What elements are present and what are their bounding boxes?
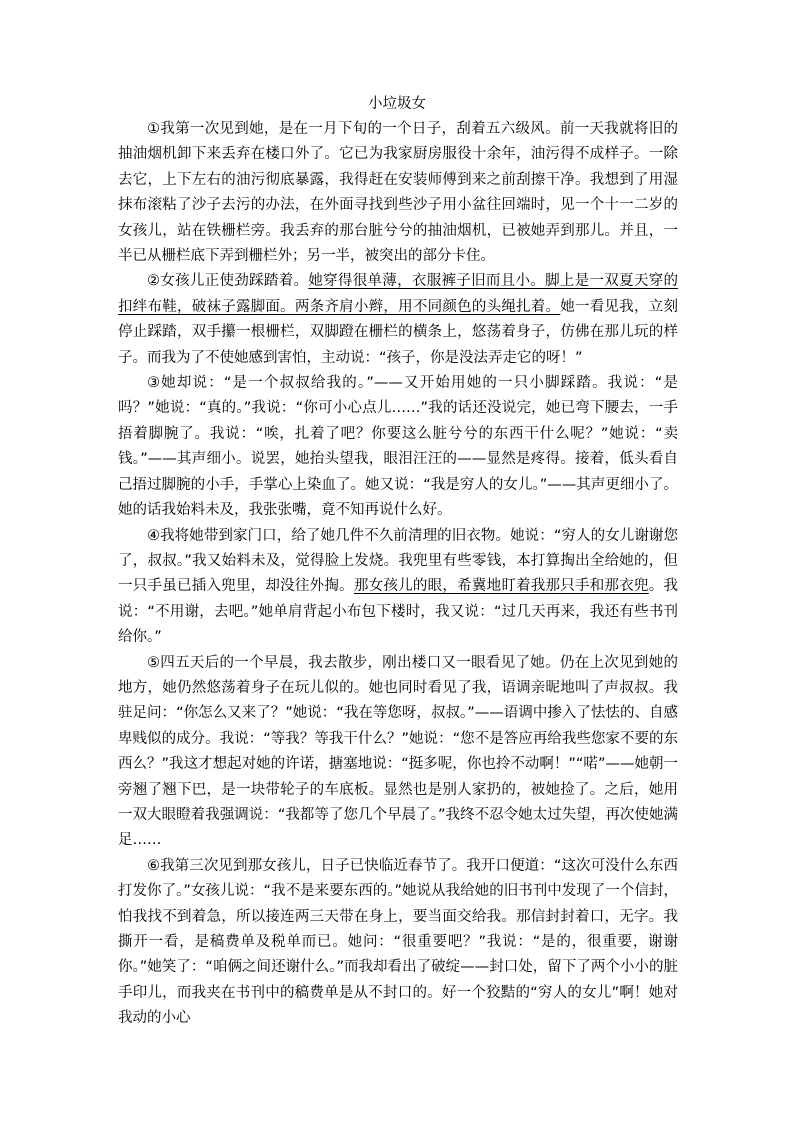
paragraph-3 (118, 371, 678, 523)
underlined-text: 她穿得很单薄，衣服裤子旧而且小。脚上是一双夏天穿的扣绊布鞋，破袜子露脚面。两条齐肩小辫，用不同颜色的头绳扎着。 (118, 273, 679, 315)
paragraph-1 (118, 117, 678, 269)
paragraph-text: ④我将她带到家门口，给了她几件不久前清理的旧衣物。她说：“穷人的女儿谢谢您了，叔叔。”我又始料未及，觉得脸上发烧。我兜里有些零钱，本打算掏出全给她的，但一只手虽已插入兜里，却没往外掏。 (118, 527, 678, 595)
article-body (118, 117, 678, 1032)
paragraph-text: 她一看见我，立刻停止踩踏，双手攥一根栅栏，双脚蹬在栅栏的横条上，悠荡着身子，仿佛在那儿玩的样子。而我为了不使她感到害怕，主动说：“孩子，你是没法弄走它的呀！” (118, 298, 678, 366)
article-title: 小垃圾女 (368, 96, 426, 112)
paragraph-4 (118, 524, 678, 651)
paragraph-text: ①我第一次见到她，是在一月下旬的一个日子，刮着五六级风。前一天我就将旧的抽油烟机卸下来丢弃在楼口外了。它已为我家厨房服役十余年，油污得不成样子。一除去它，上下左右的油污彻底暴露，我得赶在安装师傅到来之前刮擦干净。我想到了用湿抹布滚粘了沙子去污的办法，在外面寻找到些沙子用小盆往回端时，见一个十一二岁的女孩儿，站在铁栅栏旁。我丢弃的那台脏兮兮的抽油烟机，已被她弄到那儿。并且，一半已从栅栏底下弄到栅栏外；另一半，被突出的部分卡住。 (118, 121, 678, 265)
paragraph-text: ⑤四五天后的一个早晨，我去散步，刚出楼口又一眼看见了她。仍在上次见到她的地方，她仍然悠荡着身子在玩儿似的。她也同时看见了我，语调亲昵地叫了声叔叔。我驻足问：“你怎么又来了？”她说：“我在等您呀，叔叔。”——语调中掺入了怯怯的、自感卑贱似的成分。我说：“等我？等我干什么？”她说：“您不是答应再给我些您家不要的东西么？”我这才想起对她的许诺，搪塞地说：“挺多呢，你也拎不动啊！”“喏”——她朝一旁翘了翘下巴，是一块带轮子的车底板。显然也是别人家扔的，被她捡了。之后，她用一双大眼瞪着我强调说：“我都等了您几个早晨了。”我终不忍令她太过失望，再次使她满足…… (118, 654, 678, 849)
paragraph-text: ③她却说：“是一个叔叔给我的。”——又开始用她的一只小脚踩踏。我说：“是吗？”她说：“真的。”我说：“你可小心点儿……”我的话还没说完，她已弯下腰去，一手捂着脚腕了。我说：“唉，扎着了吧？你要这么脏兮兮的东西干什么呢？”她说：“卖钱。”——其声细小。说罢，她抬头望我，眼泪汪汪的——显然是疼得。接着，低头看自己捂过脚腕的小手，手掌心上染血了。她又说：“我是穷人的女儿。”——其声更细小了。她的话我始料未及，我张张嘴，竟不知再说什么好。 (118, 375, 678, 519)
paragraph-text: ⑥我第三次见到那女孩儿，日子已快临近春节了。我开口便道：“这次可没什么东西打发你了。”女孩儿说：“我不是来要东西的。”她说从我给她的旧书刊中发现了一个信封，怕我找不到着急，所以接连两三天带在身上，要当面交给我。那信封封着口，无字。我撕开一看，是稿费单及税单而已。她问：“很重要吧？”我说：“是的，很重要，谢谢你。”她笑了：“咱俩之间还谢什么。”而我却看出了破绽——封口处，留下了两个小小的脏手印儿，而我夹在书刊中的稿费单是从不封口的。好一个狡黠的“穷人的女儿”啊！她对我动的小心 (118, 857, 678, 1027)
underlined-text: 那女孩儿的眼，希冀地盯着我那只手和那衣兜 (353, 578, 649, 595)
paragraph-text: ②女孩儿正使劲踩踏着。 (147, 273, 309, 290)
paragraph-5 (118, 651, 678, 854)
paragraph-6 (118, 854, 678, 1032)
paragraph-text: 。我说：“不用谢，去吧。”她单肩背起小布包下楼时，我又说：“过几天再来，我还有些书刊给你。” (118, 578, 679, 646)
paragraph-2 (118, 269, 678, 371)
